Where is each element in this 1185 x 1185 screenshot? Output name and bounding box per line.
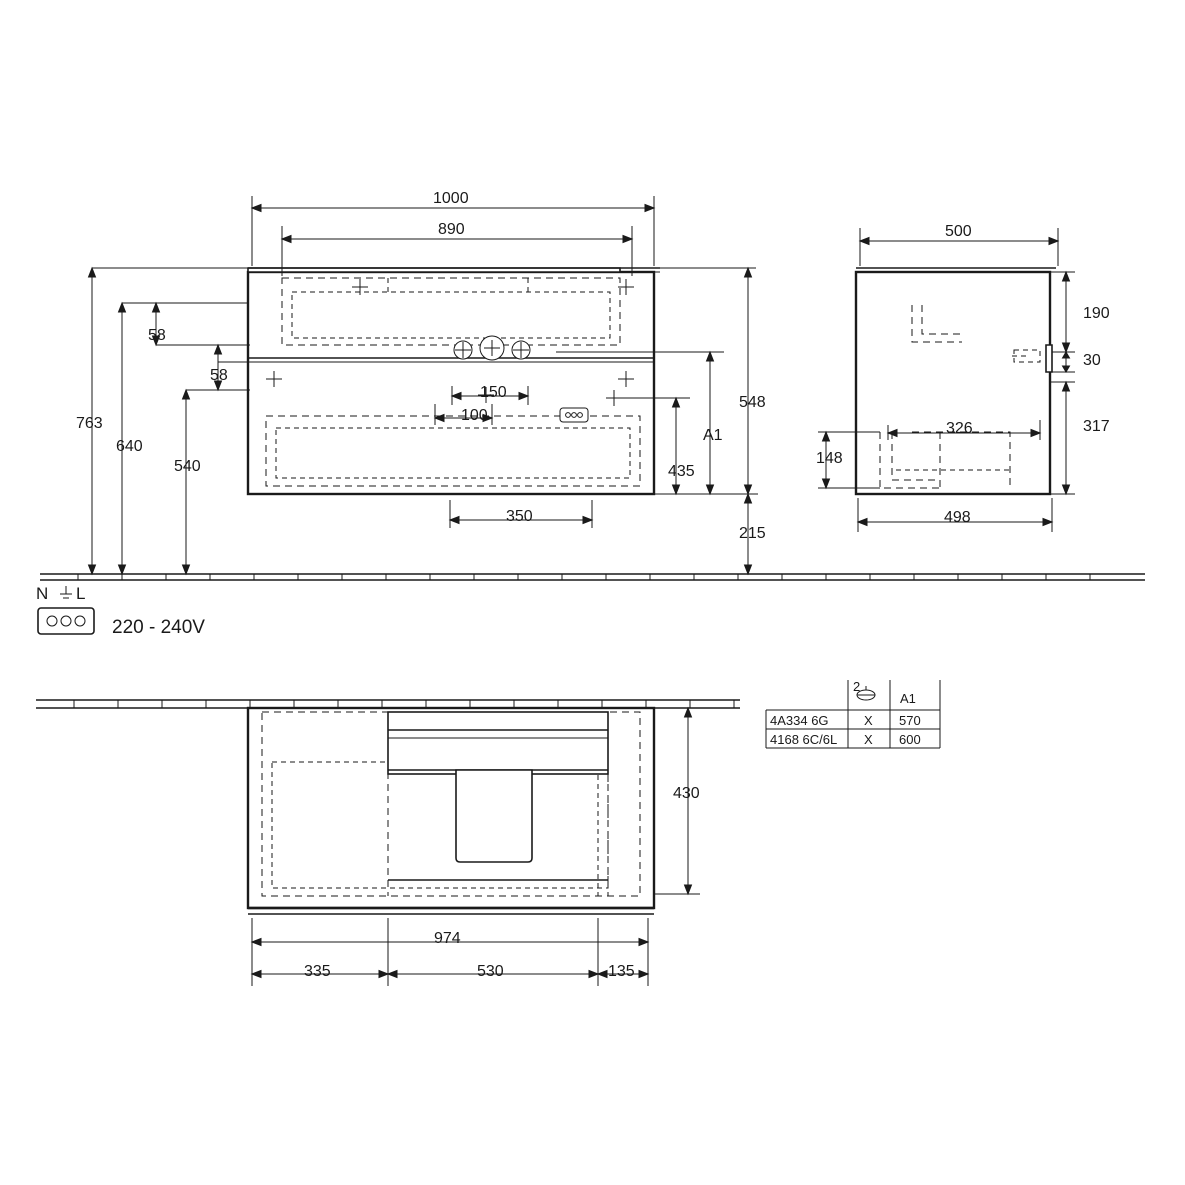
dim-plan-430: 430	[673, 785, 700, 802]
dim-plan-530: 530	[477, 963, 504, 980]
dim-bracket-148: 148	[816, 450, 843, 467]
side-elevation-geometry	[856, 268, 1056, 494]
table-row-mark-1: X	[864, 732, 873, 747]
dim-depth-498: 498	[944, 509, 971, 526]
dim-label-a1: A1	[703, 427, 723, 444]
dim-top-offset-2: 58	[210, 367, 228, 384]
terminal-l-label: L	[76, 584, 86, 603]
dim-socket-150: 150	[480, 384, 507, 401]
dim-depth-500: 500	[945, 223, 972, 240]
dim-bottom-350: 350	[506, 508, 533, 525]
terminal-n-label: N	[36, 584, 49, 603]
dim-height-640: 640	[116, 438, 143, 455]
table-row-code-1: 4168 6C/6L	[770, 732, 838, 747]
table-row-a1-1: 600	[899, 732, 921, 747]
dim-overall-width: 1000	[433, 190, 469, 207]
table-row-code-0: 4A334 6G	[770, 713, 829, 728]
dim-gap-30: 30	[1083, 352, 1101, 369]
plan-view-geometry	[36, 700, 740, 914]
dim-plan-335: 335	[304, 963, 331, 980]
table-header-col1: 2	[853, 679, 861, 694]
dim-inner-width: 890	[438, 221, 465, 238]
dim-plan-135: 135	[608, 963, 635, 980]
table-header-col2: A1	[900, 691, 916, 706]
dim-upper-190: 190	[1083, 305, 1110, 322]
dim-top-offset-1: 58	[148, 327, 166, 344]
dim-inner-326: 326	[946, 420, 973, 437]
dim-socket-100: 100	[461, 407, 488, 424]
dim-height-540: 540	[174, 458, 201, 475]
dim-plan-974: 974	[434, 930, 461, 947]
table-row-a1-0: 570	[899, 713, 921, 728]
dim-plinth-215: 215	[739, 525, 766, 542]
dim-height-763: 763	[76, 415, 103, 432]
table-row-mark-0: X	[864, 713, 873, 728]
dim-drawer-height-548: 548	[739, 394, 766, 411]
voltage-label: 220 - 240V	[112, 617, 205, 638]
dim-lower-435: 435	[668, 463, 695, 480]
dim-lower-317: 317	[1083, 418, 1110, 435]
